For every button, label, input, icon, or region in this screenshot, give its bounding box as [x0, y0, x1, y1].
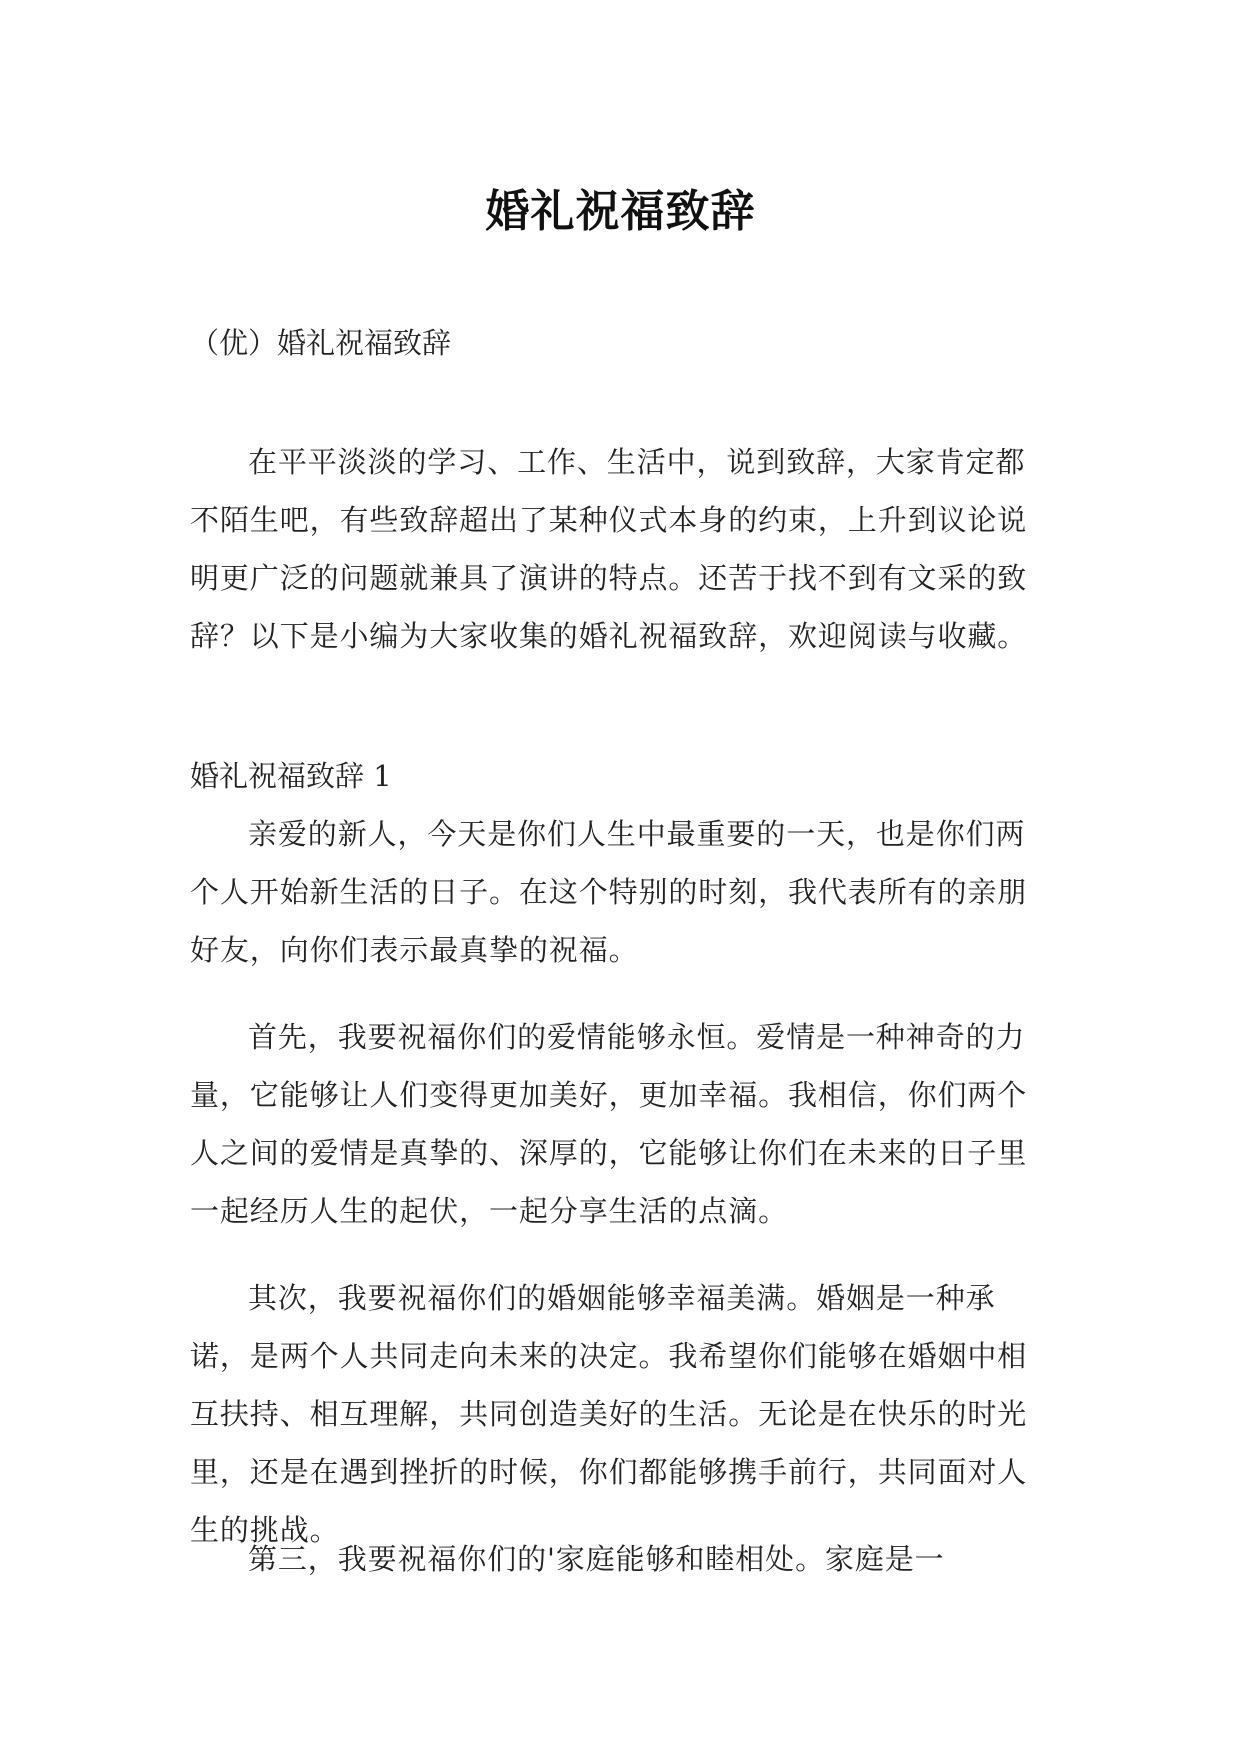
body-paragraph-3: 其次，我要祝福你们的婚姻能够幸福美满。婚姻是一种承诺，是两个人共同走向未来的决定。我希望你们能够在婚姻中相互扶持、相互理解，共同创造美好的生活。无论是在快乐的时光里，还是在遇到挫折的时候，你们都能够携手前行，共同面对人生的挑战。: [190, 1281, 1028, 1547]
body-paragraph-1: 亲爱的新人，今天是你们人生中最重要的一天，也是你们两个人开始新生活的日子。在这个特别的时刻，我代表所有的亲朋好友，向你们表示最真挚的祝福。: [190, 817, 1028, 967]
intro-paragraph: 在平平淡淡的学习、工作、生活中，说到致辞，大家肯定都不陌生吧，有些致辞超出了某种仪式本身的约束，上升到议论说明更广泛的问题就兼具了演讲的特点。还苦于找不到有文采的致辞？以下是小编为大家收集的婚礼祝福致辞，欢迎阅读与收藏。: [190, 445, 1028, 653]
document-subtitle: （优）婚礼祝福致辞: [190, 326, 452, 360]
body-paragraph-2: 首先，我要祝福你们的爱情能够永恒。爱情是一种神奇的力量，它能够让人们变得更加美好，更加幸福。我相信，你们两个人之间的爱情是真挚的、深厚的，它能够让你们在未来的日子里一起经历人生的起伏，一起分享生活的点滴。: [190, 1020, 1028, 1228]
section-title: 婚礼祝福致辞 1: [190, 759, 392, 793]
body-paragraph-4: 第三，我要祝福你们的'家庭能够和睦相处。家庭是一: [248, 1542, 945, 1576]
document-title: 婚礼祝福致辞: [485, 186, 756, 238]
